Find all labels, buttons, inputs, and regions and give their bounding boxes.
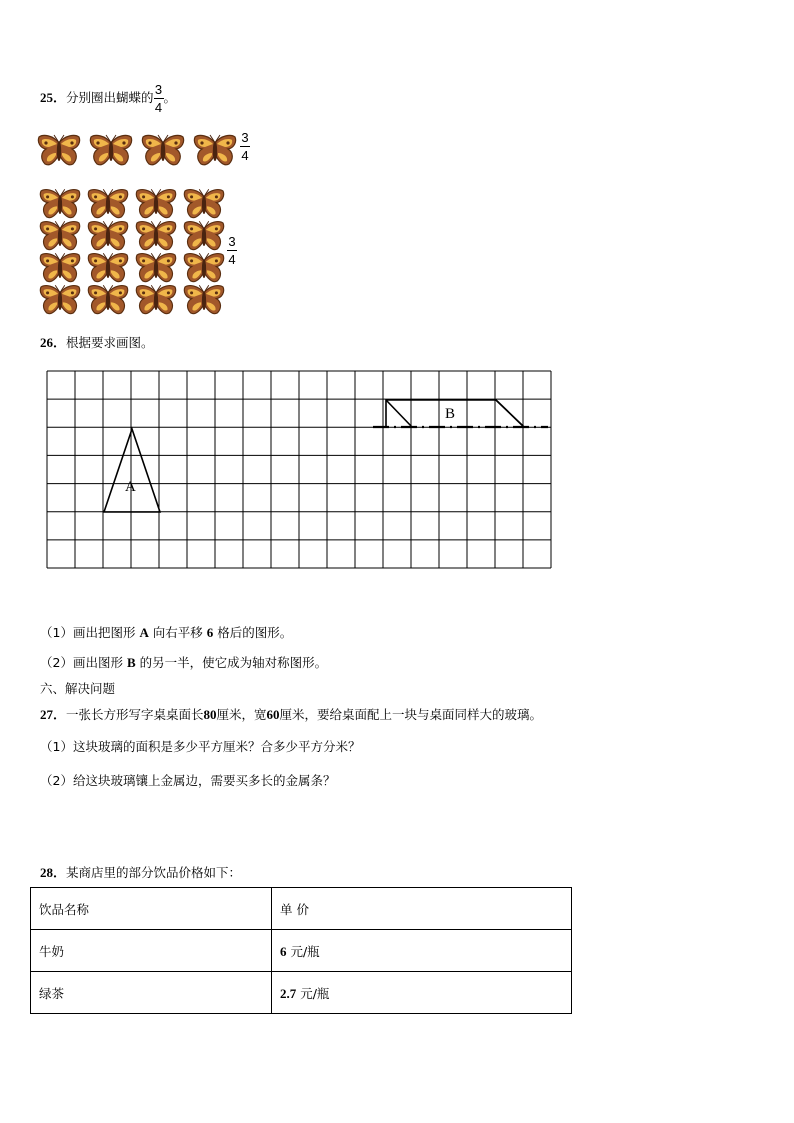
q25-end: 。 [163,90,177,105]
butterfly-icon [135,220,177,253]
butterfly-icon [87,284,129,317]
q26-sub1: （1）画出把图形 A 向右平移 6 格后的图形。 [40,625,293,640]
header-price: 单 价 [272,888,572,930]
q26-number: 26． [40,335,67,350]
butterfly-icon [39,252,81,285]
q27-sub1: （1）这块玻璃的面积是多少平方厘米？合多少平方分米？ [40,739,361,754]
price-table [30,887,572,1014]
table-header-row [31,888,572,930]
q25-stem [40,82,176,115]
butterfly-icon [183,220,225,253]
butterfly-icon [193,133,237,169]
butterfly-icon [135,284,177,317]
row-name: 牛奶 [31,930,272,972]
butterfly-icon [39,188,81,221]
group2-fraction: 3 4 [228,234,236,267]
shape-b-diagonal [386,400,412,427]
butterfly-icon [183,284,225,317]
shape-a-label: A [125,479,136,495]
shape-b-right-diagonal [496,400,524,427]
group1-fraction: 3 4 [241,130,249,163]
butterfly-icon [37,133,81,169]
q27-sub2: （2）给这块玻璃镶上金属边，需要买多长的金属条？ [40,773,336,788]
q25-number: 25． [40,90,67,105]
section-title: 六、解决问题 [40,681,116,696]
q25-text: 分别圈出蝴蝶的 [66,90,154,105]
q26-sub2: （2）画出图形 B 的另一半，使它成为轴对称图形。 [40,655,328,670]
butterfly-icon [89,133,133,169]
q26-stem [40,332,154,351]
row-price: 6 元/瓶 [272,930,572,972]
row-name: 绿茶 [31,972,272,1014]
butterfly-icon [87,220,129,253]
table-row [31,972,572,1014]
butterfly-icon [141,133,185,169]
butterfly-icon [39,284,81,317]
butterfly-icon [87,188,129,221]
shape-a [104,429,160,512]
butterfly-icon [183,252,225,285]
q28-stem: 28．某商店里的部分饮品价格如下： [40,865,242,880]
drawing-grid [45,369,553,570]
table-row [31,930,572,972]
butterfly-icon [135,188,177,221]
q26-text: 根据要求画图。 [66,335,154,350]
butterfly-icon [135,252,177,285]
butterfly-icon [87,252,129,285]
shape-b-label: B [445,406,456,422]
row-price: 2.7 元/瓶 [272,972,572,1014]
q27-stem: 27．一张长方形写字桌桌面长80厘米，宽60厘米，要给桌面配上一块与桌面同样大的玻璃。 [40,707,543,722]
q25-fraction: $\frac{3}{4}$ [154,82,163,115]
butterfly-icon [183,188,225,221]
header-name: 饮品名称 [31,888,272,930]
butterfly-icon [39,220,81,253]
